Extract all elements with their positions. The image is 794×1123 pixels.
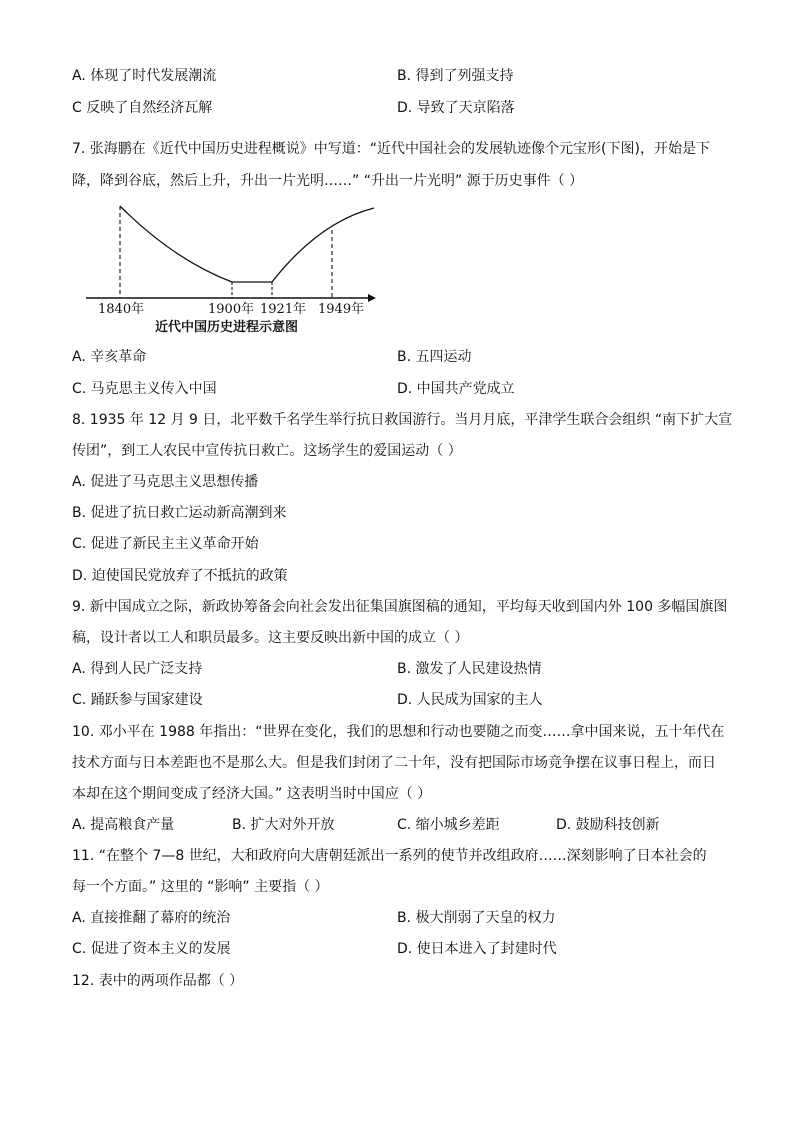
q6-option-b: B. 得到了列强支持 [397,68,514,84]
q7-option-a: A. 辛亥革命 [72,349,147,365]
q10-option-a: A. 提高粮食产量 [72,817,175,833]
tick-label-1840: 1840年 [98,302,145,317]
q11-option-a: A. 直接推翻了幕府的统治 [72,910,231,926]
tick-label-1921: 1921年 [260,302,307,317]
q10-option-c: C. 缩小城乡差距 [397,817,500,833]
q6-option-a: A. 体现了时代发展潮流 [72,68,217,84]
q6-option-c: C 反映了自然经济瓦解 [72,100,213,116]
q11-option-d: D. 使日本进入了封建时代 [397,941,557,957]
tick-label-1949: 1949年 [318,302,365,317]
q9-stem-line2: 稿，设计者以工人和职员最多。这主要反映出新中国的成立（ ） [72,630,469,646]
q7-option-c: C. 马克思主义传入中国 [72,381,217,397]
axis-arrow-icon [368,294,376,302]
q7-stem-line2: 降，降到谷底，然后上升，升出一片光明……” “升出一片光明” 源于历史事件（ ） [72,173,584,189]
q7-option-d: D. 中国共产党成立 [397,381,515,397]
figure-caption: 近代中国历史进程示意图 [155,320,299,335]
q8-stem-line1: 8. 1935 年 12 月 9 日，北平数千名学生举行抗日救国游行。当月月底，平津学生联合会组织 “南下扩大宣 [72,412,733,428]
q10-stem-line2: 技术方面与日本差距也不是那么大。但是我们封闭了二十年，没有把国际市场竞争摆在议事日程上，而日 [72,755,716,771]
q12-stem-line1: 12. 表中的两项作品都（ ） [72,973,244,989]
q10-stem-line3: 本却在这个期间变成了经济大国。” 这表明当时中国应（ ） [72,786,432,802]
q10-stem-line1: 10. 邓小平在 1988 年指出：“世界在变化，我们的思想和行动也要随之而变……拿中国来说，五十年代在 [72,724,725,740]
q11-stem-line1: 11. “在整个 7—8 世纪，大和政府向大唐朝廷派出一系列的使节并改组政府……深刻影响了日本社会的 [72,848,707,864]
q8-option-d: D. 迫使国民党放弃了不抵抗的政策 [72,568,288,584]
q8-option-a: A. 促进了马克思主义思想传播 [72,474,259,490]
q7-figure [84,200,384,338]
q6-option-d: D. 导致了天京陷落 [397,100,515,116]
q8-stem-line2: 传团”，到工人农民中宣传抗日救亡。这场学生的爱国运动（ ） [72,443,462,459]
q9-stem-line1: 9. 新中国成立之际，新政协筹备会向社会发出征集国旗图稿的通知，平均每天收到国内外 100 多幅国旗图 [72,599,728,615]
q7-option-b: B. 五四运动 [397,349,472,365]
q9-option-d: D. 人民成为国家的主人 [397,692,543,708]
q11-option-c: C. 促进了资本主义的发展 [72,941,231,957]
tick-label-1900: 1900年 [208,302,255,317]
q10-option-d: D. 鼓励科技创新 [556,817,660,833]
q7-stem-line1: 7. 张海鹏在《近代中国历史进程概说》中写道：“近代中国社会的发展轨迹像个元宝形(下图)，开始是下 [72,141,710,157]
q9-option-c: C. 踊跃参与国家建设 [72,692,203,708]
q11-option-b: B. 极大削弱了天皇的权力 [397,910,556,926]
q9-option-a: A. 得到人民广泛支持 [72,661,203,677]
tick-labels [98,301,364,317]
q8-option-c: C. 促进了新民主主义革命开始 [72,536,259,552]
q10-option-b: B. 扩大对外开放 [232,817,335,833]
q8-option-b: B. 促进了抗日救亡运动新高潮到来 [72,505,287,521]
q11-stem-line2: 每一个方面。” 这里的 “影响” 主要指（ ） [72,879,329,895]
historical-trend-curve [120,206,374,282]
q9-option-b: B. 激发了人民建设热情 [397,661,542,677]
